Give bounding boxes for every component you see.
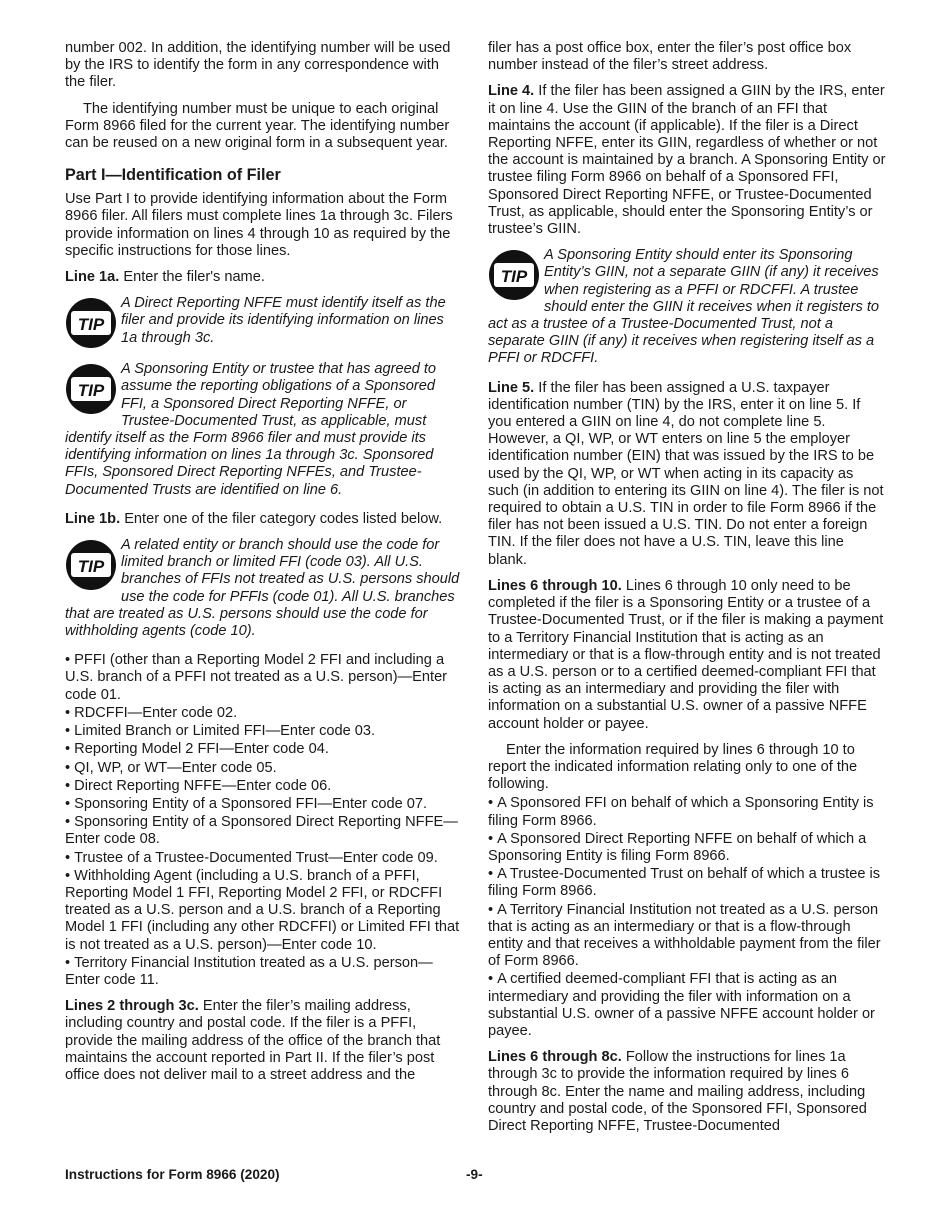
line-text: Enter the filer’s mailing address, including country and postal code. If the filer is a PFFI, provide the mailing address of the office of the branch that maintains the account reported in Part II. If the filer’s post office does not deliver mail to a street address and the	[65, 998, 441, 1083]
tip-text: A related entity or branch should use the code for limited branch or limited FFI (code 03). All U.S. branches of FFIs not treated as U.S. persons should use the code for PFFIs (code 01). All U.S. branches that are treated as U.S. persons should use the code for withholding agents (code 10).	[65, 537, 460, 640]
list-item: • Direct Reporting NFFE—Enter code 06.	[65, 778, 463, 795]
tip-icon	[488, 249, 540, 301]
list-item: • Limited Branch or Limited FFI—Enter code 03.	[65, 723, 463, 740]
line-text: If the filer has been assigned a U.S. taxpayer identification number (TIN) by the IRS, enter it on line 5. If you entered a GIIN on line 4, do not complete line 5. However, a QI, WP, or WT enters on line 5 the employer identification number (EIN) that was issued by the IRS to be used by the QI, WP, or WT when acting in its capacity as such (in addition to entering its GIIN on line 4). The filer is not required to obtain a U.S. TIN in order to file Form 8966 if the filer has not been issued a U.S. TIN. Do not enter a foreign TIN. If the filer does not have a U.S. TIN, leave this line blank.	[488, 379, 884, 568]
line-label: Lines 6 through 8c.	[488, 1049, 622, 1066]
paragraph: filer has a post office box, enter the filer’s post office box number instead of the filer’s street address.	[488, 40, 852, 74]
list-item: • A Territory Financial Institution not treated as a U.S. person that is acting as an intermediary or that is a flow-through entity and that receives a withholdable payment from the filer of Form 8966.	[488, 902, 886, 971]
svg-text:TIP: TIP	[77, 381, 105, 401]
tip-icon	[65, 363, 117, 415]
list-item: • PFFI (other than a Reporting Model 2 FFI and including a U.S. branch of a PFFI not treated as a U.S. person)—Enter code 01.	[65, 652, 463, 704]
list-item: • Territory Financial Institution treated as a U.S. person—Enter code 11.	[65, 955, 463, 989]
line-label: Lines 6 through 10.	[488, 577, 622, 594]
tip-box	[65, 361, 463, 499]
lines2-paragraph	[65, 998, 463, 1084]
svg-text:TIP: TIP	[77, 557, 105, 577]
line-label: Line 1b.	[65, 510, 121, 527]
list-item: • QI, WP, or WT—Enter code 05.	[65, 760, 463, 777]
line-label: Line 4.	[488, 83, 535, 100]
svg-text:TIP: TIP	[77, 315, 105, 335]
right-column	[488, 40, 886, 1144]
list-item: • Sponsoring Entity of a Sponsored Direct Reporting NFFE—Enter code 08.	[65, 814, 463, 848]
tip-text: A Direct Reporting NFFE must identify itself as the filer and provide its identifying information on lines 1a through 3c.	[121, 295, 446, 346]
left-column	[65, 40, 463, 1093]
list-item: • A Sponsored Direct Reporting NFFE on behalf of which a Sponsoring Entity is filing Form 8966.	[488, 831, 886, 865]
paragraph: The identifying number must be unique to each original Form 8966 filed for the current year. The identifying number can be reused on a new original form in a subsequent year.	[65, 100, 450, 152]
line-label: Lines 2 through 3c.	[65, 998, 199, 1015]
line-text: Enter the filer's name.	[119, 269, 265, 286]
footer-form-title: Instructions for Form 8966 (2020)	[65, 1167, 280, 1182]
tip-text: A Sponsoring Entity should enter its Sponsoring Entity’s GIIN, not a separate GIIN (if any) it receives when registering as a PFFI or RDCFFI. A trustee should enter the GIIN it receives when it registers to act as a trustee of a Trustee-Documented Trust, not a separate GIIN (if any) it receives when registering itself as a PFFI or RDCFFI.	[488, 247, 880, 367]
tip-icon	[65, 297, 117, 349]
line-label: Line 1a.	[65, 269, 120, 286]
paragraph: Use Part I to provide identifying information about the Form 8966 filer. All filers must complete lines 1a through 3c. Filers provide information on lines 4 through 10 as required by the specific instructions for those lines.	[65, 191, 453, 259]
list-item: • Sponsoring Entity of a Sponsored FFI—Enter code 07.	[65, 796, 463, 813]
line-text: Enter one of the filer category codes listed below.	[120, 510, 443, 527]
page-number: -9-	[466, 1167, 483, 1182]
tip-box	[65, 537, 463, 640]
lines6-paragraph	[488, 578, 886, 733]
tip-box	[488, 247, 886, 367]
list-item: • Trustee of a Trustee-Documented Trust—Enter code 09.	[65, 850, 463, 867]
line1a-paragraph	[65, 269, 463, 286]
section-heading-part1: Part I—Identification of Filer	[65, 166, 281, 185]
tip-text: A Sponsoring Entity or trustee that has agreed to assume the reporting obligations of a Sponsored FFI, a Sponsored Direct Reporting NFFE, or Trustee-Documented Trust, as applicable, must identify itself as the Form 8966 filer and must provide its identifying information on lines 1a through 3c. Sponsored FFIs, Sponsored Direct Reporting NFFEs, and Trustee-Documented Trusts are identified on line 6.	[65, 361, 437, 498]
line-text: Follow the instructions for lines 1a through 3c to provide the information required by lines 6 through 8c. Enter the name and mailing address, including country and postal code, of the Sponsored FFI, Sponsored Direct Reporting NFFE, Trustee-Documented	[488, 1049, 867, 1134]
list-item: • A Sponsored FFI on behalf of which a Sponsoring Entity is filing Form 8966.	[488, 795, 886, 829]
list-item: • Withholding Agent (including a U.S. branch of a PFFI, Reporting Model 1 FFI, Reporting Model 2 FFI, or RDCFFI treated as a U.S. person and a U.S. branch of a Reporting Model 1 FFI (including any other RDCFFI) or Limited FFI that is not treated as a U.S. person)—Enter code 10.	[65, 868, 463, 954]
list-item: • A Trustee-Documented Trust on behalf of which a trustee is filing Form 8966.	[488, 866, 886, 900]
line-text: If the filer has been assigned a GIIN by the IRS, enter it on line 4. Use the GIIN of the branch of an FFI that maintains the account (if applicable). If the filer is a Direct Reporting NFFE, enter its GIIN, regardless of whether or not the account is maintained by a branch. A Sponsoring Entity or trustee filing Form 8966 on behalf of a Sponsored FFI, Sponsored Direct Reporting NFFE, or Trustee-Documented Trust, as applicable, should enter the Sponsoring Entity’s or trustee’s GIIN.	[488, 83, 886, 238]
lines6-8c-paragraph	[488, 1049, 886, 1135]
paragraph: Enter the information required by lines 6 through 10 to report the indicated information relating only to one of the following.	[488, 741, 858, 793]
tip-icon	[65, 539, 117, 591]
line4-paragraph	[488, 83, 886, 238]
paragraph: number 002. In addition, the identifying number will be used by the IRS to identify the form in any correspondence with the filer.	[65, 40, 451, 91]
list-item: • Reporting Model 2 FFI—Enter code 04.	[65, 741, 463, 758]
line5-paragraph	[488, 380, 886, 569]
tip-box	[65, 295, 463, 349]
entity-list	[488, 795, 886, 1040]
line1b-paragraph	[65, 511, 463, 528]
filer-code-list	[65, 652, 463, 989]
list-item: • A certified deemed-compliant FFI that is acting as an intermediary and providing the filer with information on a substantial U.S. owner of a passive NFFE account holder or payee.	[488, 971, 886, 1040]
svg-text:TIP: TIP	[500, 267, 528, 287]
line-label: Line 5.	[488, 379, 535, 396]
line-text: Lines 6 through 10 only need to be completed if the filer is a Sponsoring Entity or a trustee of a Trustee-Documented Trust, or if the filer is making a payment to a Territory Financial Institution that is acting as an intermediary or that is a flow-through entity and is not treated as a U.S. person or to a certified deemed-compliant FFI that is acting as an intermediary and providing the filer with information on a substantial U.S. owner of a passive NFFE account holder or payee.	[488, 577, 884, 732]
list-item: • RDCFFI—Enter code 02.	[65, 705, 463, 722]
